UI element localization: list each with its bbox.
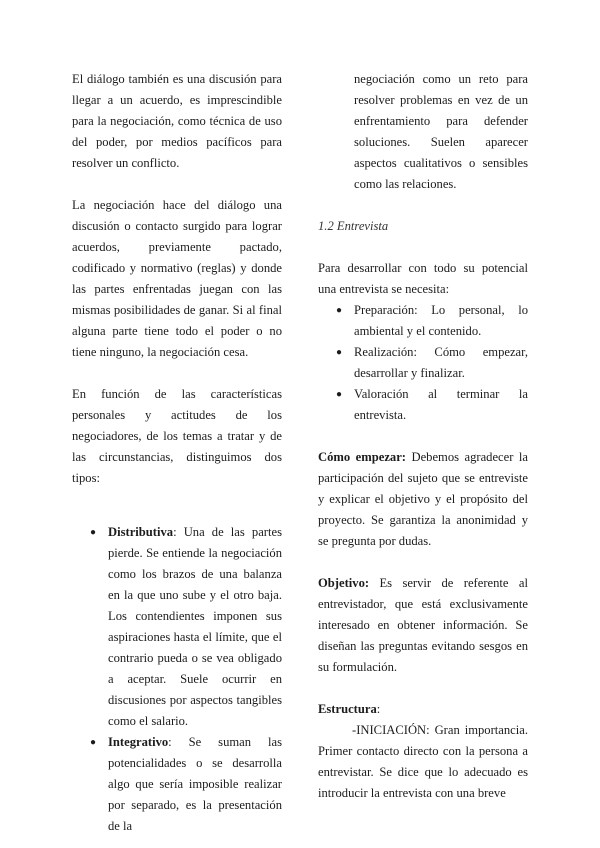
bullet-text: : Se suman las potencialidades o se desarrolla algo que sería imposible realizar por separado, es la presentación de la	[108, 735, 282, 833]
estructura-colon: :	[376, 702, 381, 716]
bullet-integrativo	[72, 732, 282, 837]
paragraph-estructura: -INICIACIÓN: Gran importancia. Primer contacto directo con la persona a entrevistar. Se dice que lo adecuado es introducir la entrevista con una breve	[318, 723, 528, 800]
paragraph-dialogo: El diálogo también es una discusión para llegar a un acuerdo, es imprescindible para la negociación, como técnica de uso del poder, por medios pacíficos para resolver un conflicto.	[72, 72, 282, 170]
bullet-dot-icon: ●	[336, 347, 343, 358]
paragraph-intro: Para desarrollar con todo su potencial una entrevista se necesita:	[318, 261, 528, 296]
bullet-text: Valoración al terminar la entrevista.	[354, 387, 528, 422]
bullet-text: Preparación: Lo personal, lo ambiental y el contenido.	[354, 303, 528, 338]
bullet-valoracion	[318, 384, 528, 426]
bullet-term: Integrativo	[108, 735, 169, 749]
paragraph-continuation: negociación como un reto para resolver problemas en vez de un enfrentamiento para defender soluciones. Suelen aparecer aspectos cualitativos o sensibles como las relaciones.	[354, 72, 528, 191]
bullet-term: Distributiva	[108, 525, 174, 539]
label-como-empezar: Cómo empezar:	[318, 450, 406, 464]
label-objetivo: Objetivo:	[318, 576, 370, 590]
paragraph-como-empezar	[318, 447, 528, 552]
paragraph-objetivo	[318, 573, 528, 678]
bullet-text: Realización: Cómo empezar, desarrollar y finalizar.	[354, 345, 528, 380]
text-como-empezar: Debemos agradecer la participación del sujeto que se entreviste y explicar el objetivo y el propósito del proyecto. Se garantiza la anonimidad y se pregunta por dudas.	[318, 450, 528, 548]
left-column	[72, 69, 282, 837]
paragraph-tipos: En función de las características personales y actitudes de los negociadores, de los temas a tratar y de las circunstancias, distinguimos dos tipos:	[72, 387, 282, 485]
bullet-realizacion	[318, 342, 528, 384]
label-estructura: Estructura	[318, 702, 377, 716]
paragraph-negociacion: La negociación hace del diálogo una discusión o contacto surgido para lograr acuerdos, previamente pactado, codificado y normativo (reglas) y donde las partes enfrentadas juegan con las mismas posibilidades de ganar. Si al final alguna parte tiene todo el poder o no tiene ninguno, la negociación cesa.	[72, 198, 282, 359]
bullet-preparacion	[318, 300, 528, 342]
bullet-dot-icon: ●	[336, 305, 343, 316]
bullet-dot-icon: ●	[90, 737, 97, 748]
bullet-distributiva	[72, 522, 282, 732]
text-objetivo: Es servir de referente al entrevistador, que está exclusivamente interesado en obtener información. Se diseñan las preguntas evitando sesgos en su formulación.	[318, 576, 528, 674]
bullet-text: : Una de las partes pierde. Se entiende la negociación como los brazos de una balanza en la que uno sube y el otro baja. Los contendientes imponen sus aspiraciones hasta el límite, que el contrario pueda o se vea obligado a aceptar. Suele ocurrir en discusiones por aspectos tangibles como el salario.	[108, 525, 282, 728]
bullet-dot-icon: ●	[90, 527, 97, 538]
bullet-dot-icon: ●	[336, 389, 343, 400]
section-heading: 1.2 Entrevista	[318, 219, 389, 233]
right-column	[318, 69, 528, 804]
paragraph-estructura-label	[318, 699, 528, 720]
